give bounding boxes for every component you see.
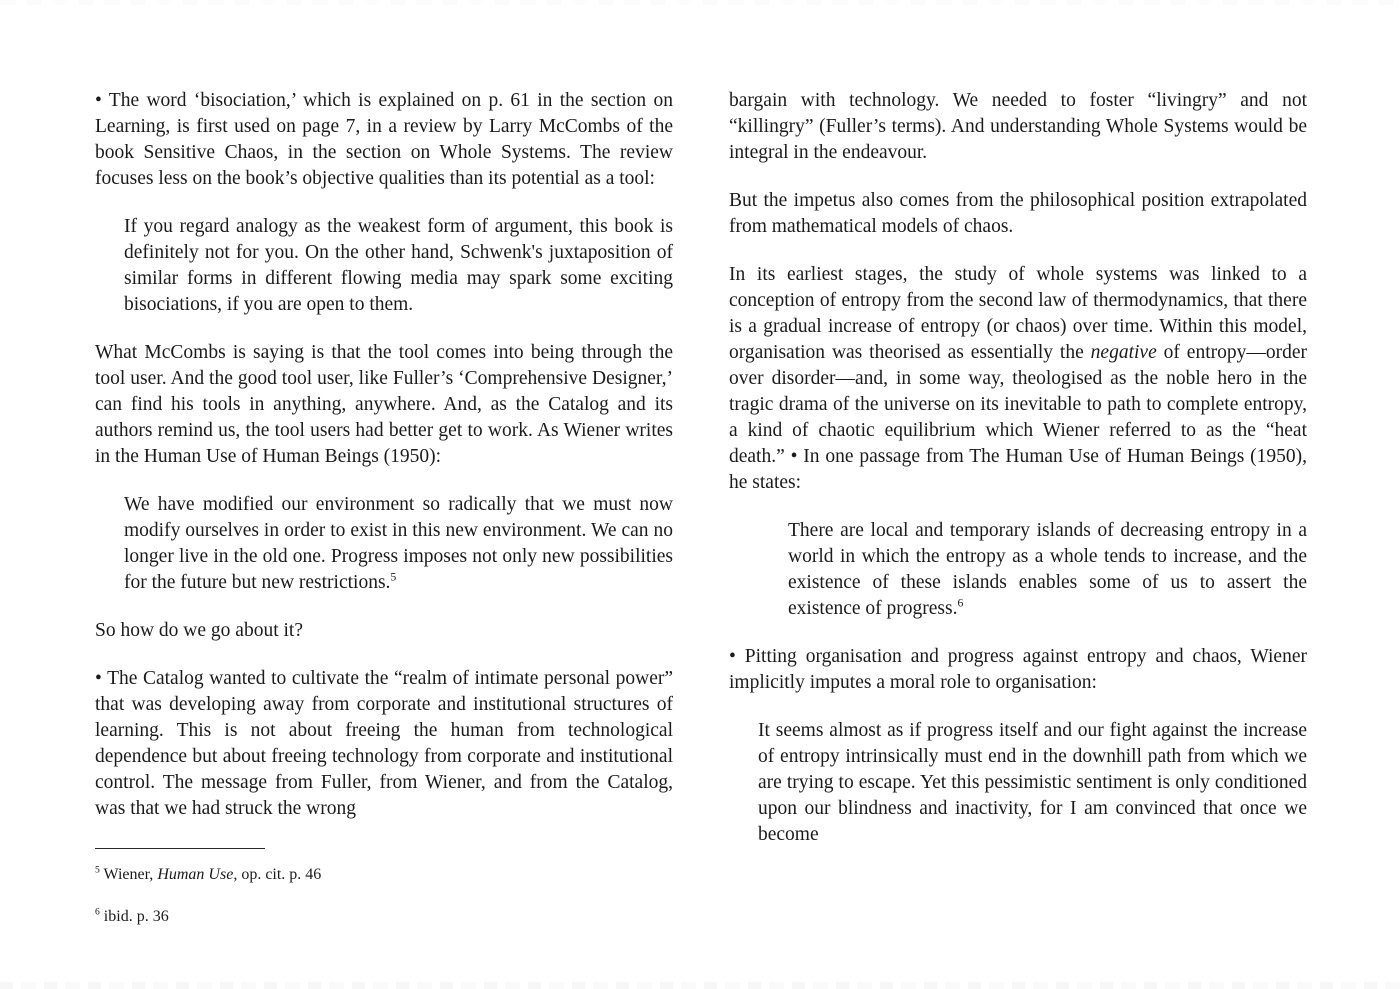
paragraph-pitting-organisation: • Pitting organisation and progress against entropy and chaos, Wiener implicitly imputes a moral role to organisation: xyxy=(729,646,1307,693)
cutoff-text-artifact-bottom xyxy=(0,982,1400,989)
cutoff-text-artifact-top xyxy=(0,0,1400,5)
footnote-5: $^5$ Wiener, Human Use, op. cit. p. 46 xyxy=(95,864,322,883)
right-column xyxy=(729,88,1307,870)
paragraph-impetus-chaos: But the impetus also comes from the philosophical position extrapolated from mathematical models of chaos. xyxy=(729,190,1307,237)
footnote-divider xyxy=(95,848,265,849)
blockquote-islands-of-entropy: There are local and temporary islands of decreasing entropy in a world in which the entropy as a whole tends to increase, and the existence of these islands enables some of us to assert the existence of progress.$^6$ xyxy=(788,520,1307,619)
blockquote-mccombs-review: If you regard analogy as the weakest form of argument, this book is definitely not for you. On the other hand, Schwenk's juxtaposition of similar forms in different flowing media may spark some exciting bisociations, if you are open to them. xyxy=(124,216,673,315)
paragraph-bisociation: • The word ‘bisociation,’ which is explained on p. 61 in the section on Learning, is first used on page 7, in a review by Larry McCombs of the book Sensitive Chaos, in the section on Whole Systems. The review focuses less on the book’s objective qualities than its potential as a tool: xyxy=(95,90,673,189)
paragraph-entropy-thermodynamics: In its earliest stages, the study of whole systems was linked to a conception of entropy from the second law of thermodynamics, that there is a gradual increase of entropy (or chaos) over time. Within this model, organisation was theorised as essentially the negative of entropy—order over disorder—and, in some way, theologised as the noble hero in the tragic drama of the universe on its inevitable to path to complete entropy, a kind of chaotic equilibrium which Wiener referred to as the “heat death.” • In one passage from The Human Use of Human Beings (1950), he states: xyxy=(729,264,1307,493)
paragraph-tool-user: What McCombs is saying is that the tool comes into being through the tool user. And the good tool user, like Fuller’s ‘Comprehensive Designer,’ can find his tools in anything, anywhere. And, as the Catalog and its authors remind us, the tool users had better get to work. As Wiener writes in the Human Use of Human Beings (1950): xyxy=(95,342,673,467)
left-column xyxy=(95,88,673,949)
footnotes-section xyxy=(95,848,673,927)
paragraph-bargain-technology: bargain with technology. We needed to foster “livingry” and not “killingry” (Fuller’s terms). And understanding Whole Systems would be integral in the endeavour. xyxy=(729,90,1307,163)
footnote-6: $^6$ ibid. p. 36 xyxy=(95,906,169,925)
paragraph-how-do-we-go: So how do we go about it? xyxy=(95,620,303,641)
paragraph-catalog-power: • The Catalog wanted to cultivate the “realm of intimate personal power” that was developing away from corporate and institutional structures of learning. This is not about freeing the human from technological dependence but about freeing technology from corporate and institutional control. The message from Fuller, from Wiener, and from the Catalog, was that we had struck the wrong xyxy=(95,668,673,819)
blockquote-wiener-environment: We have modified our environment so radically that we must now modify ourselves in order to exist in this new environment. We can no longer live in the old one. Progress imposes not only new possibilities for the future but new restrictions.$^5$ xyxy=(124,494,673,593)
blockquote-progress-downhill: It seems almost as if progress itself and our fight against the increase of entropy intrinsically must end in the downhill path from which we are trying to escape. Yet this pessimistic sentiment is only conditioned upon our blindness and inactivity, for I am convinced that once we become xyxy=(758,720,1307,845)
